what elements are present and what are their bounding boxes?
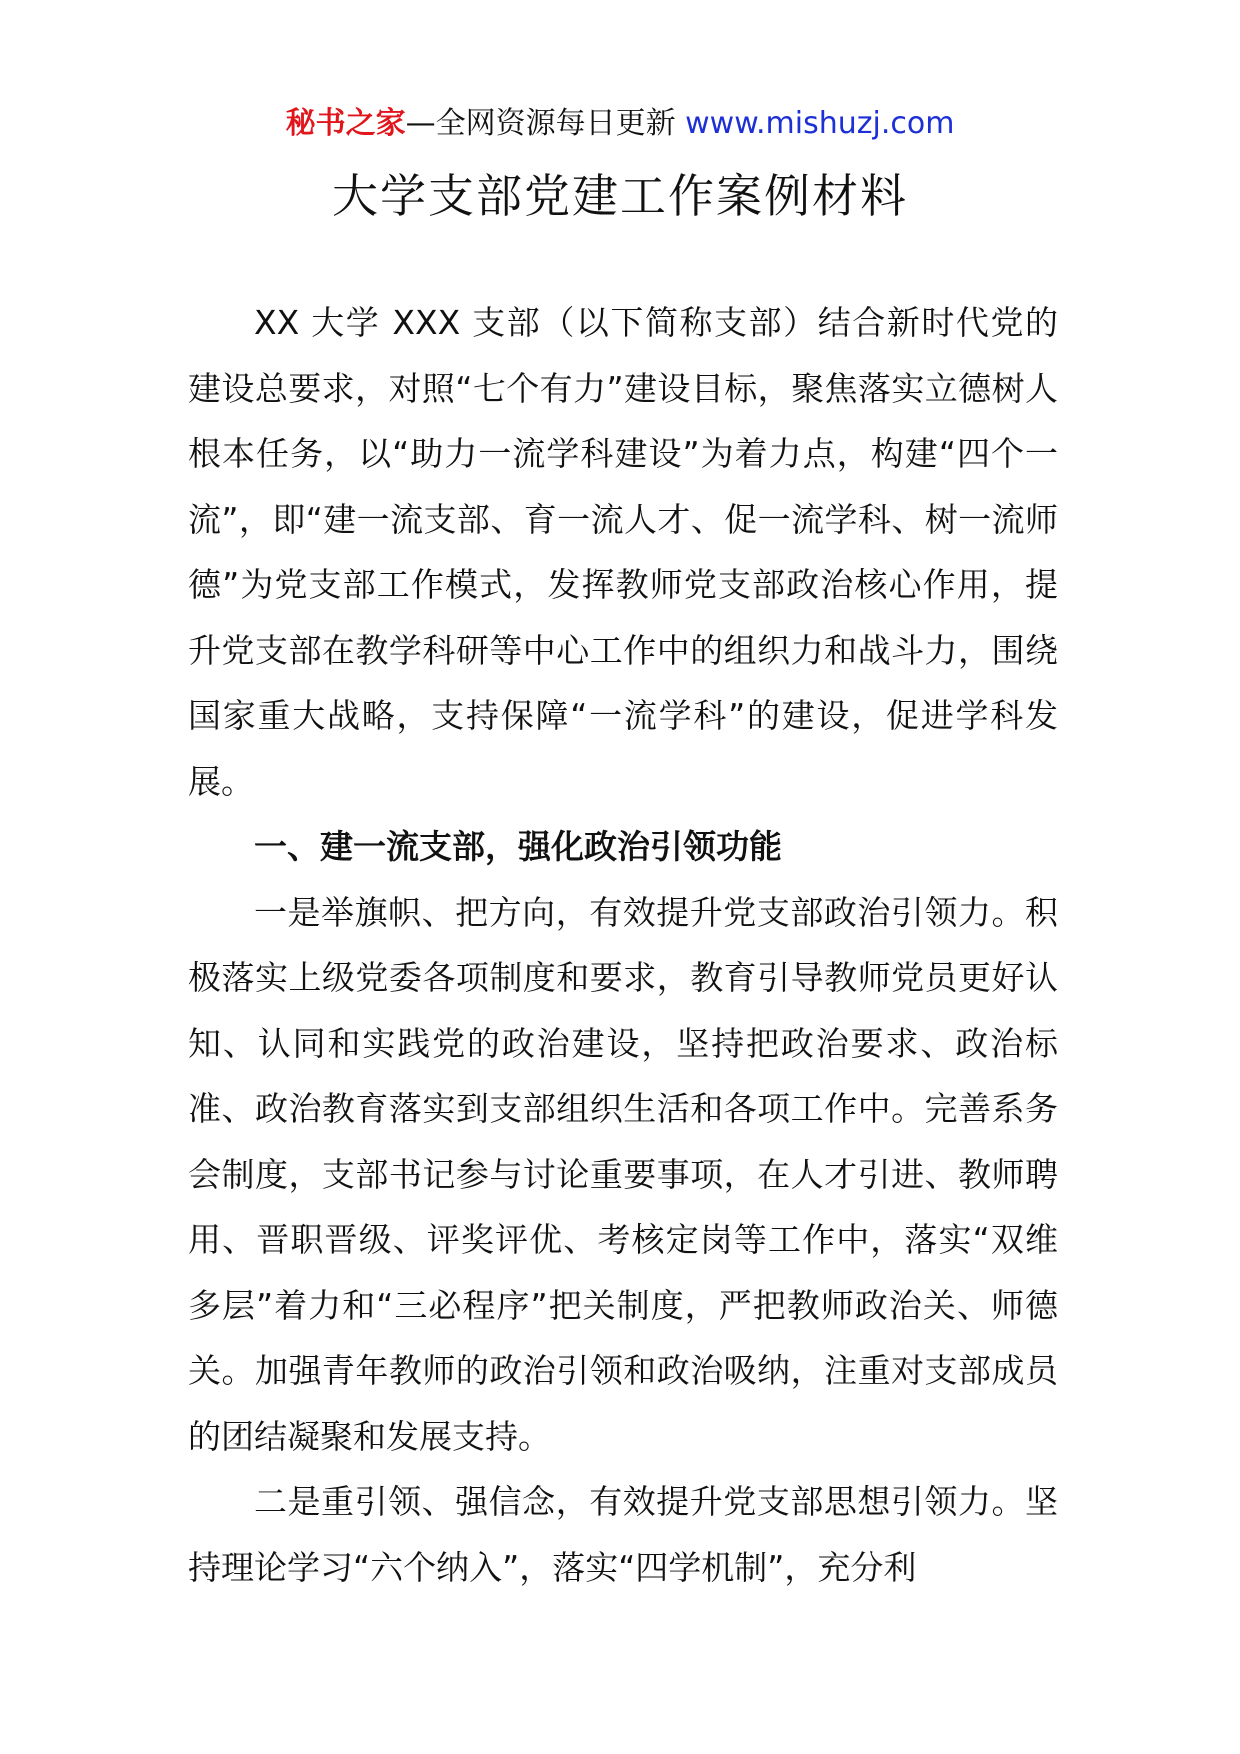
site-header — [0, 104, 1240, 144]
site-url-link[interactable]: www.mishuzj.com — [685, 106, 955, 141]
document-body — [188, 290, 1058, 1600]
brand-name: 秘书之家 — [285, 106, 406, 141]
document-title: 大学支部党建工作案例材料 — [332, 169, 908, 223]
section-heading: 一、建一流支部，强化政治引领功能 — [254, 827, 782, 866]
site-slogan: —全网资源每日更新 — [405, 106, 676, 141]
body-paragraph: 二是重引领、强信念，有效提升党支部思想引领力。坚持理论学习“六个纳入”，落实“四学机制”，充分利 — [188, 1482, 1058, 1587]
body-paragraph: 一是举旗帜、把方向，有效提升党支部政治引领力。积极落实上级党委各项制度和要求，教育引导教师党员更好认知、认同和实践党的政治建设，坚持把政治要求、政治标准、政治教育落实到支部组织生活和各项工作中。完善系务会制度，支部书记参与讨论重要事项，在人才引进、教师聘用、晋职晋级、评奖评优、考核定岗等工作中，落实“双维多层”着力和“三必程序”把关制度，严把教师政治关、师德关。加强青年教师的政治引领和政治吸纳，注重对支部成员的团结凝聚和发展支持。 — [188, 892, 1058, 1456]
intro-paragraph: XX 大学 XXX 支部（以下简称支部）结合新时代党的建设总要求，对照“七个有力”建设目标，聚焦落实立德树人根本任务，以“助力一流学科建设”为着力点，构建“四个一流”，即“建一流支部、育一流人才、促一流学科、树一流师德”为党支部工作模式，发挥教师党支部政治核心作用，提升党支部在教学科研等中心工作中的组织力和战斗力，围绕国家重大战略，支持保障“一流学科”的建设，促进学科发展。 — [188, 303, 1058, 801]
